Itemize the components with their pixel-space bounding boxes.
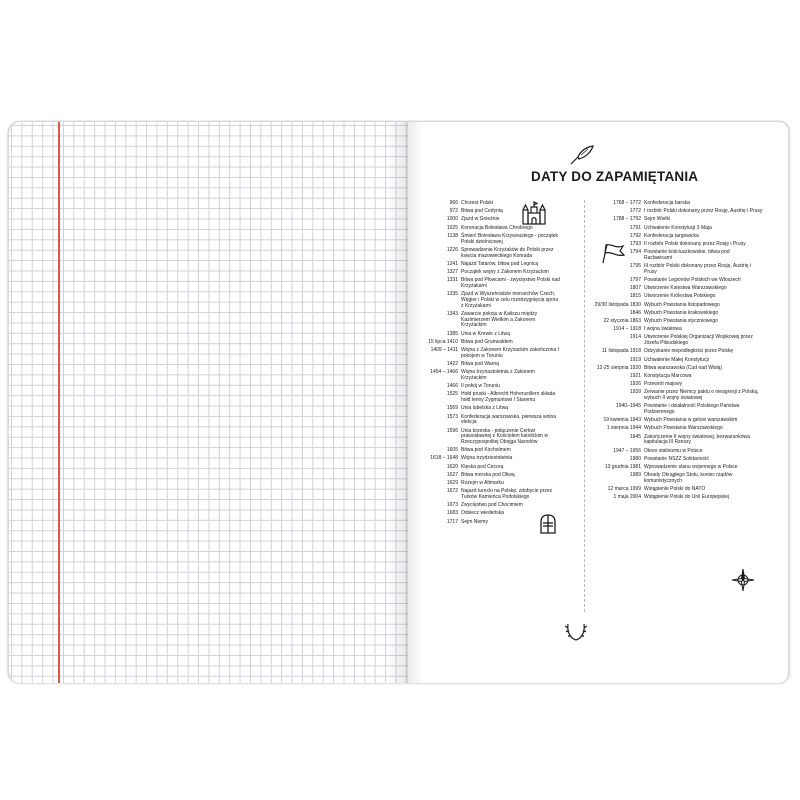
date-row	[420, 332, 580, 338]
date: 1914 – 1918	[613, 326, 641, 333]
date-row	[590, 250, 770, 262]
date-row	[590, 366, 770, 372]
event: Chrzest Polski	[461, 200, 493, 206]
event: Śmierć Bolesława Krzywoustego - początek Polski dzielnicowej	[461, 232, 558, 245]
event: Zwycięstwo pod Chocimiem	[461, 502, 523, 509]
event: Wybuch Powstania styczniowego	[644, 318, 718, 325]
date: 1791	[629, 224, 641, 231]
event: Klęska pod Cecorą	[461, 463, 504, 470]
date: 1815	[629, 293, 641, 300]
dates-column-right	[590, 201, 770, 504]
date: 972	[449, 208, 458, 215]
date-row	[420, 465, 580, 471]
date-row	[590, 349, 770, 355]
page-title: DATY DO ZAPAMIĘTANIA	[531, 169, 699, 184]
date-row	[420, 448, 580, 454]
date-row	[420, 292, 580, 309]
date-row	[590, 234, 770, 240]
date: 1335	[446, 291, 458, 298]
event: II pokój w Toruniu	[461, 383, 500, 390]
date: 1717	[446, 518, 458, 525]
date: 22 stycznia 1863	[603, 318, 641, 325]
event: Wybuch Powstania Warszawskiego	[644, 425, 723, 432]
event: Początek wojny z Zakonem Krzyżackim	[461, 268, 549, 275]
date: 12-25 sierpnia 1920	[596, 364, 641, 371]
date: 12 marca 1999	[607, 486, 641, 493]
date: 1466	[446, 383, 458, 390]
quill-pen-icon	[569, 144, 595, 166]
event: Najazd Tatarów, bitwa pod Legnicą	[461, 260, 539, 267]
dates-column-left	[420, 201, 580, 528]
date-row	[420, 270, 580, 276]
date-row	[420, 406, 580, 412]
event: I rozbiór Polski dokonany przez Rosję, Austrię i Prusy	[644, 208, 763, 215]
date-row	[590, 358, 770, 364]
date: 1596	[446, 427, 458, 434]
date-row	[590, 465, 770, 471]
date: 1327	[446, 268, 458, 275]
date-row	[420, 370, 580, 382]
date-row	[590, 264, 770, 276]
date-row	[420, 201, 580, 207]
date: 1385	[446, 330, 458, 337]
event: Utworzenie Polskiej Organizacji Wojskowej przez Józefa Piłsudskiego	[644, 334, 753, 347]
date: 1525	[446, 391, 458, 398]
date-row	[420, 456, 580, 462]
date-row	[420, 392, 580, 404]
event: Wojna trzydziestoletnia	[461, 455, 513, 462]
margin-line	[58, 122, 60, 683]
date-row	[590, 435, 770, 447]
date-row	[590, 319, 770, 325]
date-row	[590, 487, 770, 493]
date-row	[590, 226, 770, 232]
event: Bitwa pod Cedynią	[461, 208, 503, 215]
date: 1980	[629, 455, 641, 462]
event: Powstanie Legionów Polskich we Włoszech	[644, 277, 741, 284]
date: 15 lipca 1410	[428, 338, 458, 345]
event: Sejm Niemy	[461, 518, 488, 525]
date-row	[420, 489, 580, 501]
date-row	[590, 473, 770, 485]
date: 1627	[446, 471, 458, 478]
date: 1422	[446, 361, 458, 367]
date: 1683	[446, 510, 458, 517]
date-row	[420, 209, 580, 215]
date-row	[420, 511, 580, 517]
event: Okres stalinizmu w Polsce	[644, 447, 703, 454]
date: 1 sierpnia 1944	[606, 425, 641, 432]
event: Zakończenie II wojny światowej, bezwarunkowa kapitulacja III Rzeszy	[644, 433, 750, 446]
date-row	[590, 303, 770, 309]
date: 1241	[446, 260, 458, 267]
event: Bitwa warszawska (Cud nad Wisłą)	[644, 364, 723, 371]
date: 1672	[446, 488, 458, 495]
date: 1673	[446, 502, 458, 509]
event: Wojna z Zakonem Krzyżackim zakończona I pokojem w Toruniu	[461, 347, 560, 359]
date: 1846	[629, 309, 641, 316]
date: 1226	[446, 246, 458, 253]
date: 1788 – 1792	[613, 216, 641, 223]
event: Zawarcie pokoju w Kaliszu między Kazimierzem Wielkim a Zakonem Krzyżackim	[461, 310, 538, 329]
date-row	[420, 415, 580, 427]
date: 1025	[446, 224, 458, 231]
event: Konfederacja barska	[644, 200, 690, 206]
laurel-wreath-icon	[564, 620, 588, 642]
event: Bitwa morska pod Oliwą	[461, 471, 515, 478]
event: Konstytucja Marcowa	[644, 372, 692, 379]
event: Obrady Okrągłego Stołu, koniec rządów komunistycznych	[644, 472, 733, 485]
dates-page	[408, 121, 789, 683]
event: Sejm Wielki	[644, 216, 671, 223]
event: Powstanie i działalność Polskiego Państwa Podziemnego	[644, 403, 740, 416]
event: Hołd pruski - Albrecht Hohenzollern składa hołd lenny Zygmuntowi I Staremu	[461, 391, 556, 404]
event: Unia w Krewie z Litwą	[461, 330, 510, 337]
event: Wprowadzenie stanu wojennego w Polsce	[644, 464, 738, 471]
date: 13 grudnia 1981	[604, 464, 641, 471]
spine-shadow	[387, 122, 409, 683]
event: Powstanie kościuszkowskie, bitwa pod Racławicami	[644, 249, 730, 261]
date: 11 listopada 1918	[601, 348, 641, 355]
date-row	[420, 384, 580, 390]
date-row	[590, 457, 770, 463]
date-row	[590, 426, 770, 432]
date: 1620	[446, 463, 458, 470]
event: Zjazd w Wyszehradzie monarchów Czech, Węgier i Polski w celu rozstrzygnięcia sporu z Krzyżakami	[461, 291, 559, 309]
event: Wybuch Powstania krakowskiego	[644, 309, 719, 316]
date: 1569	[446, 405, 458, 412]
event: Unia brzeska - połączenie Cerkwi prawosławnej z Kościołem katolickim w Rzeczypospolitej Obojga Narodów	[461, 427, 548, 446]
date-row	[420, 226, 580, 232]
date: 1618 – 1648	[430, 455, 458, 462]
date-row	[590, 390, 770, 402]
event: III rozbiór Polski dokonany przez Rosję, Austrię i Prusy	[644, 263, 751, 275]
event: Zerwanie przez Niemcy paktu o nieagresji z Polską, wybuch II wojny światowej	[644, 389, 759, 402]
date-row	[420, 348, 580, 360]
date: 1940–1945	[615, 403, 641, 410]
date-row	[590, 495, 770, 501]
event: Odzyskanie niepodległości przez Polskę	[644, 348, 734, 355]
date-row	[420, 503, 580, 509]
date-row	[420, 481, 580, 487]
date-row	[590, 286, 770, 292]
date-row	[420, 234, 580, 246]
date-row	[590, 449, 770, 455]
event: Wybuch Powstania w getcie warszawskim	[644, 417, 738, 424]
event: Rozejm w Altmarku	[461, 480, 504, 487]
date: 1945	[629, 433, 641, 440]
date: 1914	[629, 334, 641, 341]
event: Wojna trzynastoletnia z Zakonem Krzyżackim	[461, 369, 535, 381]
date-row	[590, 382, 770, 388]
date-row	[590, 278, 770, 284]
date: 1792	[629, 232, 641, 239]
event: Bitwa pod Warną	[461, 361, 499, 367]
date-row	[590, 209, 770, 215]
date-row	[590, 335, 770, 347]
date: 1772	[629, 208, 641, 215]
date-row	[420, 217, 580, 223]
date: 1921	[629, 372, 641, 379]
event: Wstąpienie Polski do Unii Europejskiej	[644, 494, 730, 501]
event: Unia lubelska z Litwą	[461, 405, 508, 412]
event: Bitwa pod Grunwaldem	[461, 338, 513, 345]
date: 1409 – 1411	[430, 347, 458, 354]
date-row	[590, 311, 770, 317]
event: II rozbiór Polski dokonany przez Rosję i Prusy	[644, 240, 746, 247]
event: Zjazd w Gnieźnie	[461, 216, 500, 223]
date-row	[590, 374, 770, 380]
event: Utworzenie Królestwa Polskiego	[644, 293, 716, 300]
event: Najazd turecki na Polskę, zdobycie przez Turków Kamieńca Podolskiego	[461, 488, 553, 501]
date: 1797	[629, 277, 641, 284]
date: 1939	[629, 389, 641, 396]
event: I wojna światowa	[644, 326, 682, 333]
date-row	[590, 201, 770, 207]
date: 1331	[446, 277, 458, 284]
date: 1000	[446, 216, 458, 223]
event: Utworzenie Księstwa Warszawskiego	[644, 285, 727, 292]
date: 1794	[629, 249, 641, 256]
date-row	[590, 217, 770, 223]
event: Konfederacja targowicka	[644, 232, 699, 239]
date: 1605	[446, 447, 458, 454]
column-divider	[584, 200, 585, 612]
date: 1138	[447, 232, 458, 239]
event: Sprowadzenie Krzyżaków do Polski przez księcia mazowieckiego Konrada	[461, 246, 554, 259]
event: Uchwalenie Konstytucji 3 Maja	[644, 224, 712, 231]
event: Uchwalenie Małej Konstytucji	[644, 356, 709, 363]
date-row	[420, 278, 580, 290]
date: 1795	[629, 263, 641, 270]
event: Bitwa pod Kircholmem	[461, 447, 511, 454]
date-row	[420, 520, 580, 526]
date: 1343	[446, 310, 458, 317]
date-row	[590, 242, 770, 248]
date-row	[420, 362, 580, 368]
event: Wybuch Powstania listopadowego	[644, 301, 720, 308]
date-row	[420, 473, 580, 479]
date: 1629	[446, 480, 458, 487]
date: 1807	[629, 285, 641, 292]
event: Koronacja Bolesława Chrobrego	[461, 224, 533, 231]
date: 1793	[629, 240, 641, 247]
event: Wstąpienie Polski do NATO	[644, 486, 706, 493]
date: 1989	[629, 472, 641, 479]
date: 29/30 listopada 1830	[594, 301, 641, 308]
event: Bitwa pod Płowcami - zwycięstwo Polski nad Krzyżakami	[461, 277, 560, 289]
date: 1768 – 1772	[613, 200, 641, 206]
event: Powstanie NSZZ Solidarność	[644, 455, 710, 462]
date: 966	[449, 200, 458, 206]
date: 19 kwietnia 1943	[603, 417, 641, 424]
date-row	[420, 429, 580, 446]
date: 1454 – 1466	[430, 369, 458, 376]
date: 1926	[629, 381, 641, 388]
date-row	[420, 312, 580, 329]
date-row	[420, 262, 580, 268]
date-row	[590, 327, 770, 333]
date-row	[590, 418, 770, 424]
date-row	[590, 294, 770, 300]
event: Odsiecz wiedeńska	[461, 510, 505, 517]
date: 1947 – 1956	[613, 447, 641, 454]
event: Przewrót majowy	[644, 381, 683, 388]
date: 1 maja 2004	[613, 494, 641, 501]
date: 1919	[629, 356, 641, 363]
grid-page	[8, 121, 409, 683]
date-row	[420, 340, 580, 346]
date-row	[420, 248, 580, 260]
compass-rose-icon	[731, 568, 755, 592]
date: 1573	[446, 413, 458, 420]
event: Konfederacja warszawska, pierwsza wolna elekcja	[461, 413, 557, 426]
date-row	[590, 404, 770, 416]
